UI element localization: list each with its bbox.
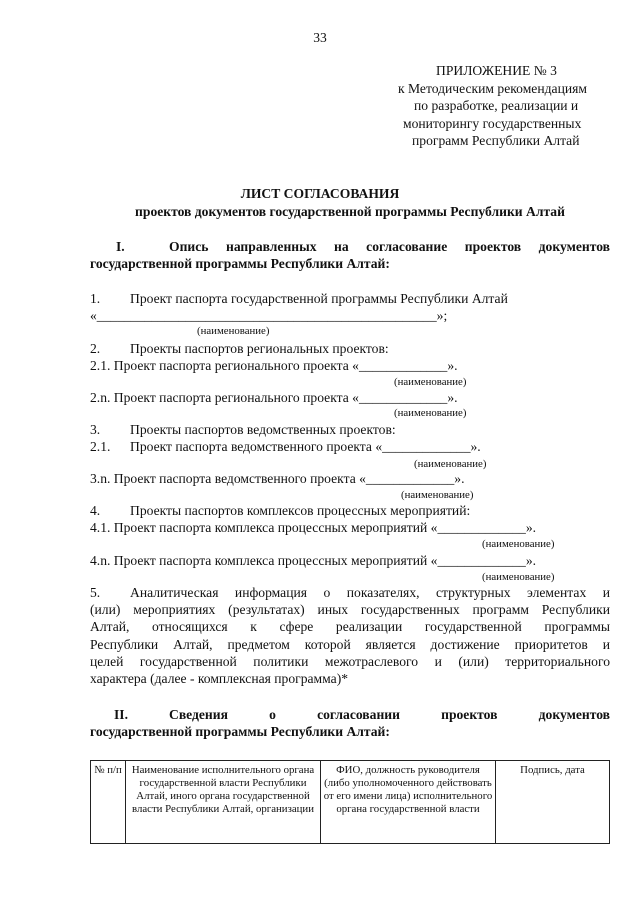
- hint-label: (наименование): [482, 538, 555, 550]
- approval-table: [90, 760, 610, 844]
- header-signature: Подпись, дата: [496, 761, 610, 844]
- appendix-line: программ Республики Алтай: [412, 133, 580, 148]
- appendix-line: к Методическим рекомендациям: [398, 81, 587, 96]
- appendix-title: ПРИЛОЖЕНИЕ № 3: [436, 63, 557, 78]
- hint-label: (наименование): [482, 571, 555, 583]
- hint-label: (наименование): [394, 407, 467, 419]
- hint-label: (наименование): [414, 458, 487, 470]
- paragraph-line: Республики Алтай, предметом которой является достижение приоритетов и: [90, 637, 610, 652]
- item-number: 1.: [90, 291, 101, 306]
- header-organ: Наименование исполнительного органа государственной власти Республики Алтай, иного органа государственной власти Республики Алтай, организации: [126, 761, 321, 844]
- list-item: 4.1. Проект паспорта комплекса процессных мероприятий «_____________».: [90, 520, 537, 535]
- section-heading: Сведения о согласовании проектов документов: [169, 707, 610, 722]
- paragraph-line: характера (далее - комплексная программа)*: [90, 671, 349, 686]
- section-heading: Опись направленных на согласование проектов документов: [169, 239, 610, 254]
- list-item: Проекты паспортов региональных проектов:: [130, 341, 389, 356]
- list-item: Проекты паспортов комплексов процессных мероприятий:: [130, 503, 471, 518]
- appendix-line: мониторингу государственных: [403, 116, 582, 131]
- table-header-row: [91, 761, 610, 844]
- list-item: Проекты паспортов ведомственных проектов:: [130, 422, 396, 437]
- document-title: ЛИСТ СОГЛАСОВАНИЯ: [240, 186, 400, 201]
- list-item: 3.n. Проект паспорта ведомственного проекта «_____________».: [90, 471, 465, 486]
- list-item: Проект паспорта государственной программы Республики Алтай: [130, 291, 508, 306]
- list-item: 2.n. Проект паспорта регионального проекта «_____________».: [90, 390, 458, 405]
- item-number: 5.: [90, 585, 101, 600]
- section-heading: государственной программы Республики Алтай:: [90, 256, 390, 271]
- hint-label: (наименование): [197, 325, 270, 337]
- section-heading: государственной программы Республики Алтай:: [90, 724, 390, 739]
- item-number: 4.: [90, 503, 101, 518]
- list-item: Проект паспорта ведомственного проекта «_____________».: [130, 439, 481, 454]
- appendix-line: по разработке, реализации и: [414, 98, 579, 113]
- paragraph-line: Аналитическая информация о показателях, структурных элементах и: [130, 585, 610, 600]
- section-number: II.: [114, 707, 128, 722]
- header-fio: ФИО, должность руководителя (либо уполномоченного действовать от его имени лица) исполнительного органа государственной власти: [321, 761, 496, 844]
- paragraph-line: целей государственной политики межотраслевого и (или) территориального: [90, 654, 610, 669]
- list-item: 4.n. Проект паспорта комплекса процессных мероприятий «_____________».: [90, 553, 537, 568]
- hint-label: (наименование): [401, 489, 474, 501]
- page-number: 33: [313, 30, 327, 45]
- header-number: № п/п: [91, 761, 126, 844]
- item-number: 2.: [90, 341, 101, 356]
- section-number: I.: [116, 239, 125, 254]
- list-item: 2.1. Проект паспорта регионального проекта «_____________».: [90, 358, 458, 373]
- paragraph-line: Алтай, относящихся к сфере реализации государственной программы: [90, 619, 610, 634]
- hint-label: (наименование): [394, 376, 467, 388]
- item-number: 2.1.: [90, 439, 111, 454]
- item-number: 3.: [90, 422, 101, 437]
- paragraph-line: (или) мероприятиях (результатах) иных государственных программ Республики: [90, 602, 610, 617]
- document-subtitle: проектов документов государственной программы Республики Алтай: [135, 204, 565, 219]
- name-blank: «__________________________________________________»;: [90, 308, 448, 323]
